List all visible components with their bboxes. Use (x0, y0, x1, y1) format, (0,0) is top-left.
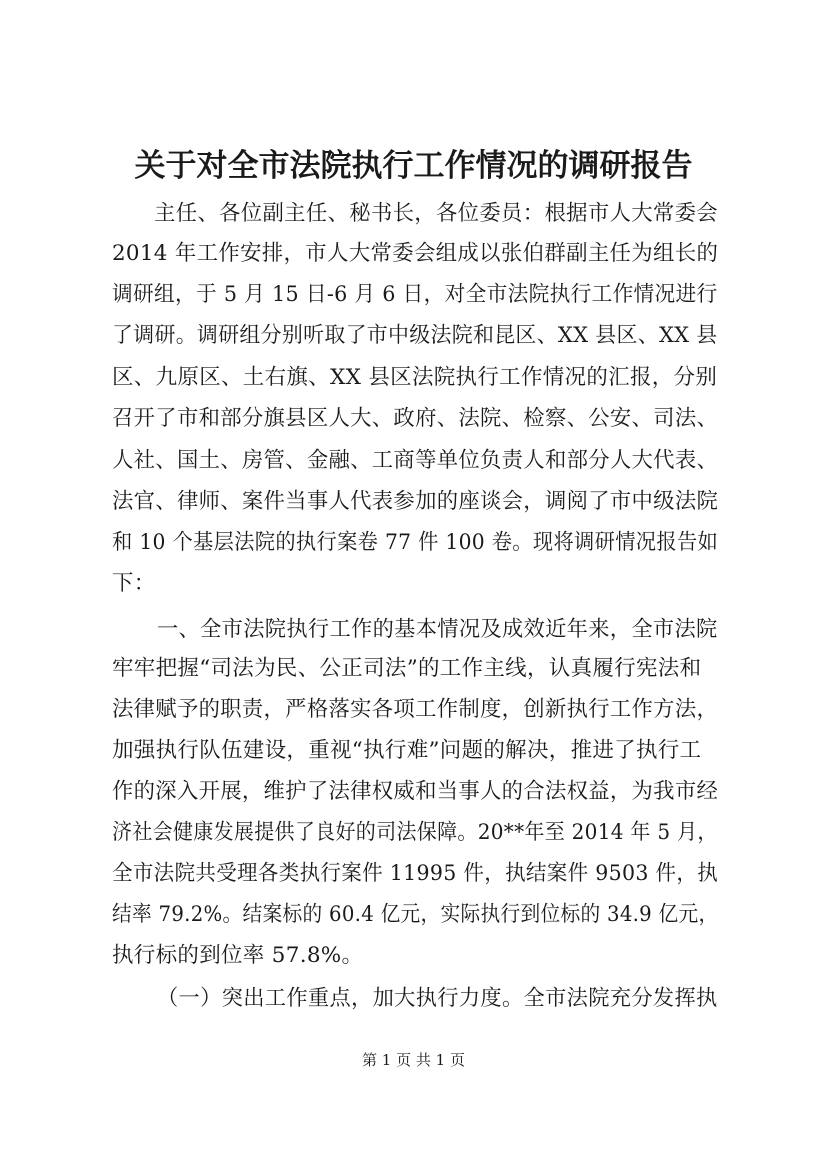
section-1-line-5: 作的深入开展，维护了法律权威和当事人的合法权益，为我市经 (112, 779, 719, 804)
body-line-1: 主任、各位副主任、秘书长，各位委员：根据市人大常委会 (154, 201, 718, 226)
body-line-8: 法官、律师、案件当事人代表参加的座谈会，调阅了市中级法院 (112, 489, 719, 514)
body-line-6: 召开了市和部分旗县区人大、政府、法院、检察、公安、司法、 (112, 406, 719, 431)
section-1-line-7: 全市法院共受理各类执行案件 11995 件，执结案件 9503 件，执 (112, 861, 719, 886)
body-line-9: 和 10 个基层法院的执行案卷 77 件 100 卷。现将调研情况报告如 (112, 530, 719, 555)
section-1-line-9: 执行标的到位率 57.8%。 (112, 943, 364, 968)
subsection-1-line-1: （一）突出工作重点，加大执行力度。全市法院充分发挥执 (157, 986, 718, 1011)
body-line-10: 下： (112, 571, 156, 596)
section-1-line-6: 济社会健康发展提供了良好的司法保障。20**年至 2014 年 5 月， (112, 820, 718, 845)
document-title: 关于对全市法院执行工作情况的调研报告 (134, 148, 693, 184)
body-line-2: 2014 年工作安排，市人大常委会组成以张伯群副主任为组长的 (112, 241, 719, 266)
body-line-4: 了调研。调研组分别听取了市中级法院和昆区、XX 县区、XX 县 (112, 323, 718, 348)
section-1-line-3: 法律赋予的职责，严格落实各项工作制度，创新执行工作方法， (112, 697, 719, 722)
section-1-line-4: 加强执行队伍建设，重视“执行难”问题的解决，推进了执行工 (112, 738, 702, 763)
body-line-3: 调研组，于 5 月 15 日-6 月 6 日，对全市法院执行工作情况进行 (112, 282, 718, 307)
section-1-line-8: 结率 79.2%。结案标的 60.4 亿元，实际执行到位标的 34.9 亿元， (112, 902, 719, 927)
page-footer: 第 1 页 共 1 页 (362, 1051, 465, 1069)
section-1-line-2: 牢牢把握“司法为民、公正司法”的工作主线，认真履行宪法和 (112, 656, 702, 681)
section-1-line-1: 一、全市法院执行工作的基本情况及成效近年来，全市法院 (157, 617, 718, 642)
body-line-7: 人社、国土、房管、金融、工商等单位负责人和部分人大代表、 (112, 448, 719, 473)
body-line-5: 区、九原区、土右旗、XX 县区法院执行工作情况的汇报，分别 (112, 365, 718, 390)
